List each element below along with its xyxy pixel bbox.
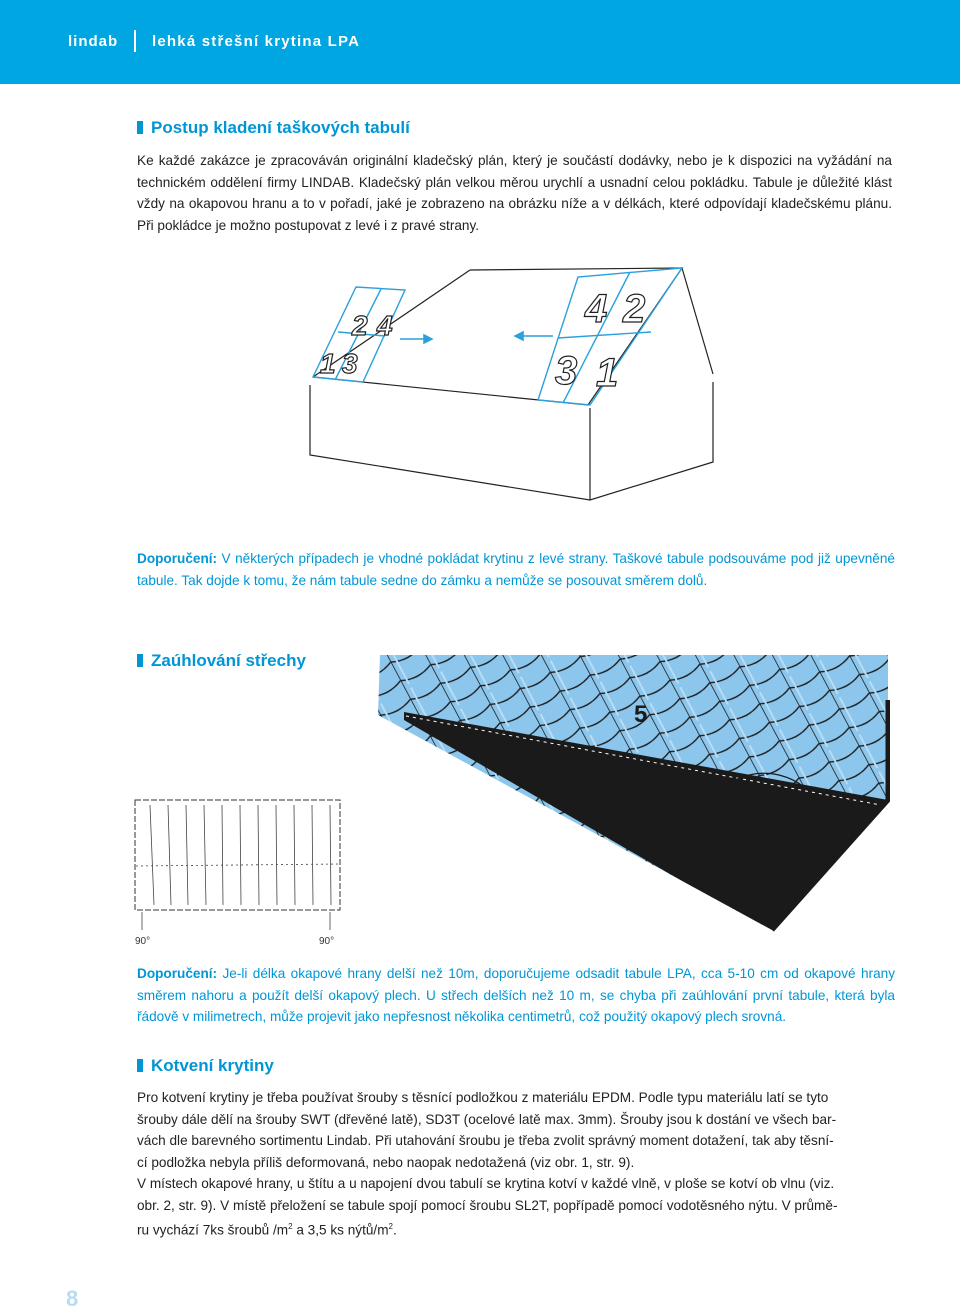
- angle-left-label: 90°: [135, 936, 151, 947]
- page-number: 8: [66, 1286, 79, 1311]
- section-title-text: Postup kladení taškových tabulí: [151, 118, 410, 137]
- left-tile-1: 1: [320, 348, 336, 379]
- roof-laying-diagram: [300, 262, 730, 522]
- intro-paragraph: Ke každé zakázce je zpracováván originální kladečský plán, který je součástí dodávky, nebo je k dispozici na vyžádání na technickém oddělení firmy LINDAB. Kladečský plán velkou měrou urychlí a usnadní celou pokládku. Tabule je důležité klást vždy na okapovou hranu a to v pořadí, jaké je zobrazeno na obrázku níže a v délkách, které odpovídají kladečskému plánu. Při pokládce je možno postupovat z levé i z pravé strany.: [137, 153, 892, 233]
- text-segment: a 3,5 ks nýtů/m: [292, 1222, 389, 1238]
- rec-label: Doporučení:: [137, 966, 218, 981]
- anchoring-line: vách dle barevného sortimentu Lindab. Při utahování šroubu je třeba zvolit správný moment dotažení, tak aby těsní-: [137, 1133, 834, 1148]
- anchoring-line: V místech okapové hrany, u štítu a u napojení dvou tabulí se krytina kotví v každé vlně, v ploše se kotví ob vlnu (viz.: [137, 1176, 835, 1191]
- section-marker: [137, 1059, 143, 1072]
- rec-text: V některých případech je vhodné pokládat krytinu z levé strany. Taškové tabule podsouváme pod již upevněné tabule. Tak dojde k tomu, že nám tabule sedne do zámku a nemůže se posouvat směrem dolů.: [137, 551, 895, 588]
- label-5: 5: [634, 701, 648, 728]
- label-90: 90°: [740, 859, 777, 886]
- brand-name: lindab: [68, 33, 119, 50]
- right-tile-4: 4: [585, 287, 608, 331]
- rec-label: Doporučení:: [137, 551, 218, 566]
- roof-angle-illustration: [378, 652, 890, 934]
- header-separator: [134, 30, 136, 52]
- right-tile-2: 2: [623, 287, 646, 331]
- anchoring-line: cí podložka nebyla příliš deformovaná, nebo naopak nedotažená (viz obr. 1, str. 9).: [137, 1154, 635, 1170]
- product-name: lehká střešní krytina LPA: [152, 33, 361, 50]
- page-header: [0, 0, 960, 84]
- angle-right-label: 90°: [319, 936, 335, 947]
- text-segment: .: [392, 1222, 397, 1238]
- left-tile-2: 2: [352, 310, 368, 341]
- section-marker: [137, 654, 143, 667]
- recommendation-2: [137, 963, 895, 1028]
- superscript: 2: [388, 1222, 393, 1231]
- left-tile-3: 3: [342, 348, 358, 379]
- section-title-zauhlovani: [137, 651, 306, 671]
- section-title-kotveni: [137, 1056, 274, 1076]
- section-title-text: Zaúhlování střechy: [151, 651, 306, 670]
- anchoring-line: obr. 2, str. 9). V místě přeložení se tabule spojí pomocí šroubu SL2T, popřípadě pomocí vodotěsného nýtu. V průmě-: [137, 1197, 838, 1213]
- section-marker: [137, 121, 143, 134]
- anchoring-line: šrouby dále dělí na šrouby SWT (dřevěné latě), SD3T (ocelové latě max. 3mm). Šrouby jsou k dostání ve všech bar-: [137, 1111, 837, 1127]
- label-3: 3: [803, 792, 817, 819]
- superscript: 2: [288, 1222, 293, 1231]
- section-title-postup: [137, 118, 410, 138]
- roof-plan-sketch: [130, 795, 350, 950]
- section-title-text: Kotvení krytiny: [151, 1056, 274, 1075]
- anchoring-line: [137, 1216, 897, 1241]
- right-tile-3: 3: [555, 349, 578, 393]
- right-tile-1: 1: [596, 351, 619, 395]
- anchoring-line: Pro kotvení krytiny je třeba používat šrouby s těsnící podložkou z materiálu EPDM. Podle typu materiálu latí se tyto: [137, 1090, 829, 1105]
- label-4: 4: [606, 785, 620, 812]
- rec-text: Je-li délka okapové hrany delší než 10m, doporučujeme odsadit tabule LPA, cca 5-10 cm od okapové hrany směrem nahoru a použít delší okapový plech. U střech delších než 10 m, se chyba při zaúhlování první tabule, která byla řádově v milimetrech, může projevit jako nepřesnost několika centimetrů, což použitý okapový plech srovná.: [137, 966, 895, 1024]
- recommendation-1: [137, 548, 895, 591]
- anchoring-paragraph: [137, 1087, 897, 1241]
- text-segment: ru vychází 7ks šroubů /m: [137, 1222, 289, 1238]
- left-tile-4: 4: [377, 310, 393, 341]
